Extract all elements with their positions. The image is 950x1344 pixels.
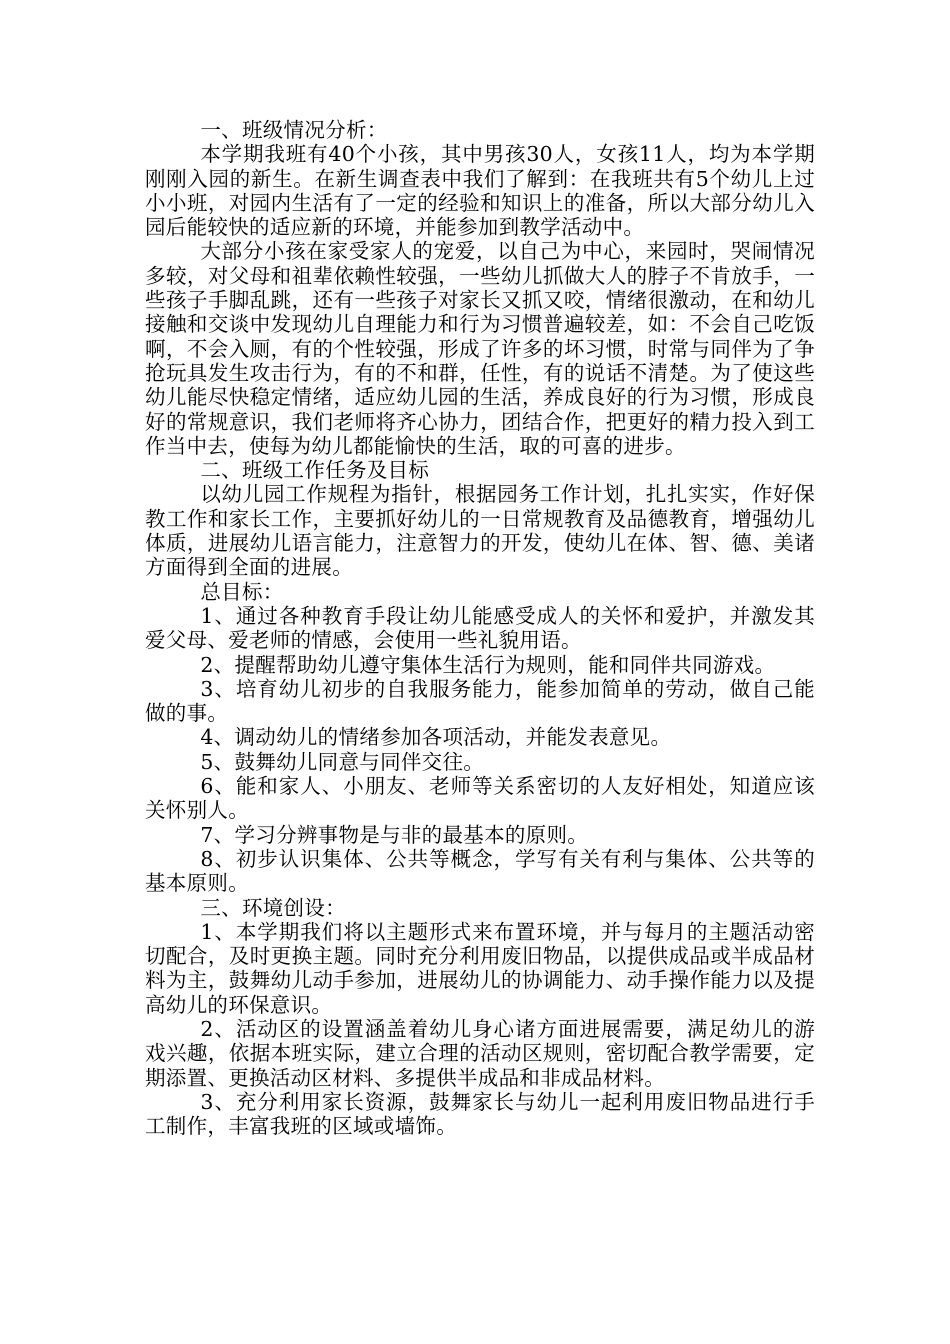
goal-item: 7、学习分辨事物是与非的最基本的原则。: [200, 822, 589, 847]
goal-item: 6、能和家人、小朋友、老师等关系密切的人友好相处，知道应该关怀别人。: [145, 774, 815, 823]
paragraph: 以幼儿园工作规程为指针，根据园务工作计划，扎扎实实，作好保教工作和家长工作，主要抓好幼儿的一日常规教育及品德教育，增强幼儿体质，进展幼儿语言能力，注意智力的开发，使幼儿在体、智、德、美诸方面得到全面的进展。: [145, 482, 815, 580]
environment-item: 2、活动区的设置涵盖着幼儿身心诸方面进展需要，满足幼儿的游戏兴趣，依据本班实际，建立合理的活动区规则，密切配合教学需要，定期添置、更换活动区材料、多提供半成品和非成品材料。: [145, 1016, 815, 1090]
paragraph: 本学期我班有40个小孩，其中男孩30人，女孩11人，均为本学期刚刚入园的新生。在新生调查表中我们了解到：在我班共有5个幼儿上过小小班，对园内生活有了一定的经验和知识上的准备，所以大部分幼儿入园后能较快的适应新的环境，并能参加到教学活动中。: [145, 142, 815, 240]
section-heading: 一、班级情况分析：: [200, 118, 388, 142]
paragraph: 大部分小孩在家受家人的宠爱，以自己为中心，来园时，哭闹情况多较，对父母和祖辈依赖性较强，一些幼儿抓做大人的脖子不肯放手，一些孩子手脚乱跳，还有一些孩子对家长又抓又咬，情绪很激动，在和幼儿接触和交谈中发现幼儿自理能力和行为习惯普遍较差，如：不会自己吃饭啊，不会入厕，有的个性较强，形成了许多的坏习惯，时常与同伴为了争抢玩具发生攻击行为，有的不和群，任性，有的说话不清楚。为了使这些幼儿能尽快稳定情绪，适应幼儿园的生活，养成良好的行为习惯，形成良好的常规意识，我们老师将齐心协力，团结合作，把更好的精力投入到工作当中去，使每为幼儿都能愉快的生活，取的可喜的进步。: [145, 239, 815, 458]
goal-item: 1、通过各种教育手段让幼儿能感受成人的关怀和爱护，并激发其爱父母、爱老师的情感，会使用一些礼貌用语。: [145, 603, 815, 653]
environment-item: 1、本学期我们将以主题形式来布置环境，并与每月的主题活动密切配合，及时更换主题。同时充分利用废旧物品，以提供成品或半成品材料为主，鼓舞幼儿动手参加，进展幼儿的协调能力、动手操作能力以及提高幼儿的环保意识。: [145, 919, 815, 1017]
goal-item: 4、调动幼儿的情绪参加各项活动，并能发表意见。: [200, 725, 672, 750]
goal-item: 3、培育幼儿初步的自我服务能力，能参加简单的劳动，做自己能做的事。: [145, 676, 815, 726]
environment-item: 3、充分利用家长资源，鼓舞家长与幼儿一起利用废旧物品进行手工制作，丰富我班的区域或墙饰。: [145, 1089, 815, 1139]
section-heading: 二、班级工作任务及目标: [200, 458, 430, 483]
subheading: 总目标：: [200, 579, 284, 604]
goal-item: 8、初步认识集体、公共等概念，学写有关有利与集体、公共等的基本原则。: [145, 846, 815, 896]
section-heading: 三、环境创设：: [200, 895, 346, 920]
goal-item: 2、提醒帮助幼儿遵守集体生活行为规则，能和同伴共同游戏。: [200, 652, 776, 677]
document-body: [145, 118, 815, 1138]
goal-item: 5、鼓舞幼儿同意与同伴交往。: [200, 749, 485, 774]
